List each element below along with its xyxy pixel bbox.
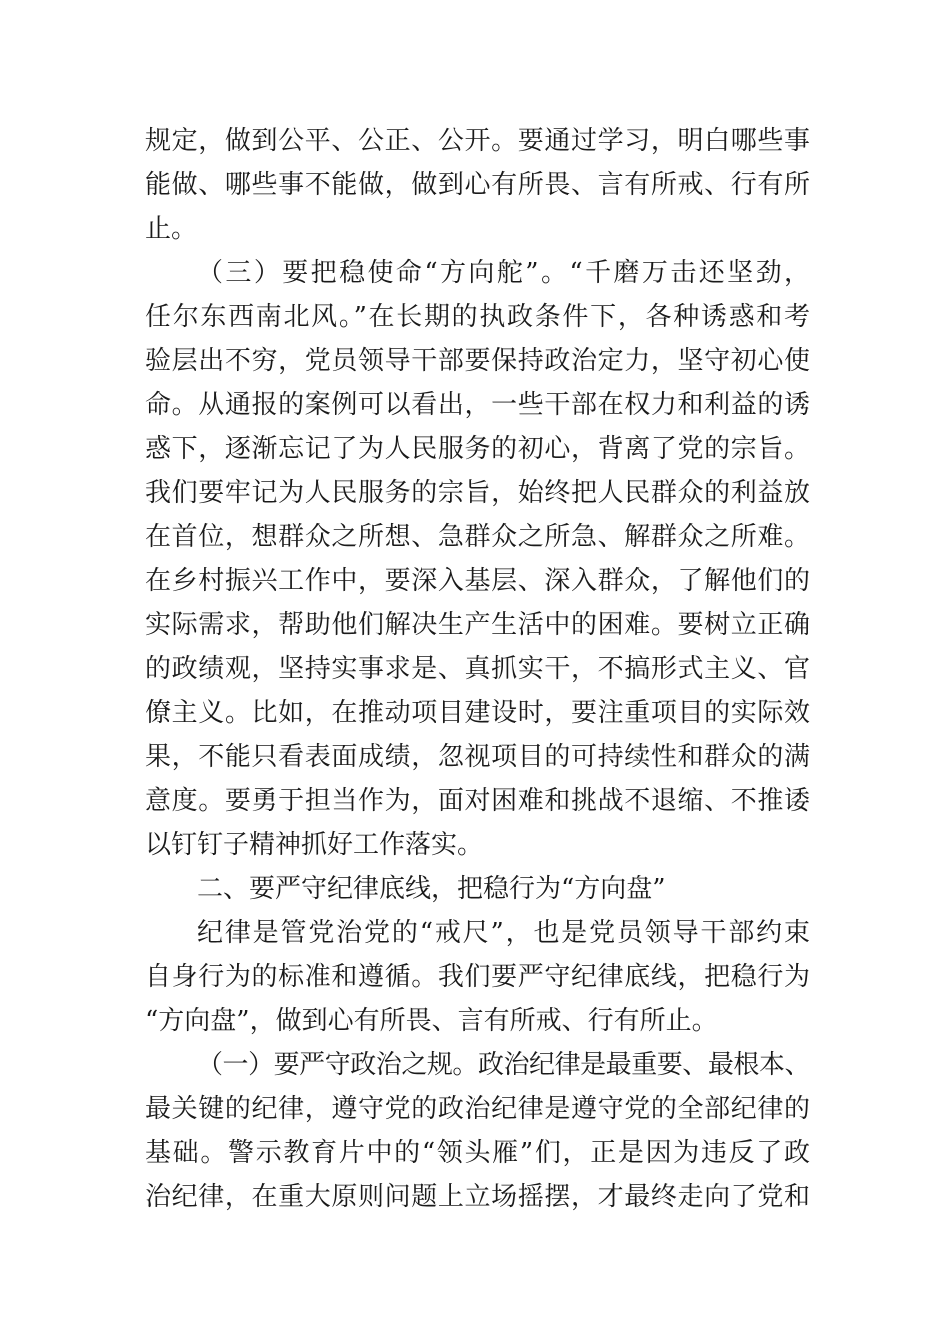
text-line: 意度。要勇于担当作为，面对困难和挑战不退缩、不推诿 <box>145 786 810 816</box>
text-line: 的政绩观，坚持实事求是、真抓实干，不搞形式主义、官 <box>145 654 810 684</box>
text-line: 最关键的纪律，遵守党的政治纪律是遵守党的全部纪律的 <box>145 1094 810 1124</box>
text-line: 惑下，逐渐忘记了为人民服务的初心，背离了党的宗旨。 <box>145 434 810 464</box>
text-line: （三）要把稳使命“方向舵”。“千磨万击还坚劲， <box>197 258 810 288</box>
text-line: 命。从通报的案例可以看出，一些干部在权力和利益的诱 <box>145 390 810 420</box>
text-line: 止。 <box>145 214 198 244</box>
text-line: 以钉钉子精神抓好工作落实。 <box>145 830 484 860</box>
text-line: 二、要严守纪律底线，把稳行为“方向盘” <box>197 874 666 904</box>
text-line: 自身行为的标准和遵循。我们要严守纪律底线，把稳行为 <box>145 962 810 992</box>
text-line: 纪律是管党治党的“戒尺”，也是党员领导干部约束 <box>197 918 810 948</box>
text-line: “方向盘”，做到心有所畏、言有所戒、行有所止。 <box>145 1006 718 1036</box>
text-line: 在乡村振兴工作中，要深入基层、深入群众，了解他们的 <box>145 566 810 596</box>
text-line: 实际需求，帮助他们解决生产生活中的困难。要树立正确 <box>145 610 810 640</box>
text-line: 任尔东西南北风。”在长期的执政条件下，各种诱惑和考 <box>145 302 810 332</box>
text-line: 规定，做到公平、公正、公开。要通过学习，明白哪些事 <box>145 126 810 156</box>
text-line: 在首位，想群众之所想、急群众之所急、解群众之所难。 <box>145 522 810 552</box>
text-line: 僚主义。比如，在推动项目建设时，要注重项目的实际效 <box>145 698 810 728</box>
text-line: 验层出不穷，党员领导干部要保持政治定力，坚守初心使 <box>145 346 810 376</box>
text-line: 治纪律，在重大原则问题上立场摇摆，才最终走向了党和 <box>145 1182 810 1212</box>
text-line: 能做、哪些事不能做，做到心有所畏、言有所戒、行有所 <box>145 170 810 200</box>
text-line: 基础。警示教育片中的“领头雁”们，正是因为违反了政 <box>145 1138 810 1168</box>
text-line: 我们要牢记为人民服务的宗旨，始终把人民群众的利益放 <box>145 478 810 508</box>
text-line: （一）要严守政治之规。政治纪律是最重要、最根本、 <box>197 1050 810 1080</box>
body-text <box>145 119 810 1219</box>
text-line: 果，不能只看表面成绩，忽视项目的可持续性和群众的满 <box>145 742 810 772</box>
